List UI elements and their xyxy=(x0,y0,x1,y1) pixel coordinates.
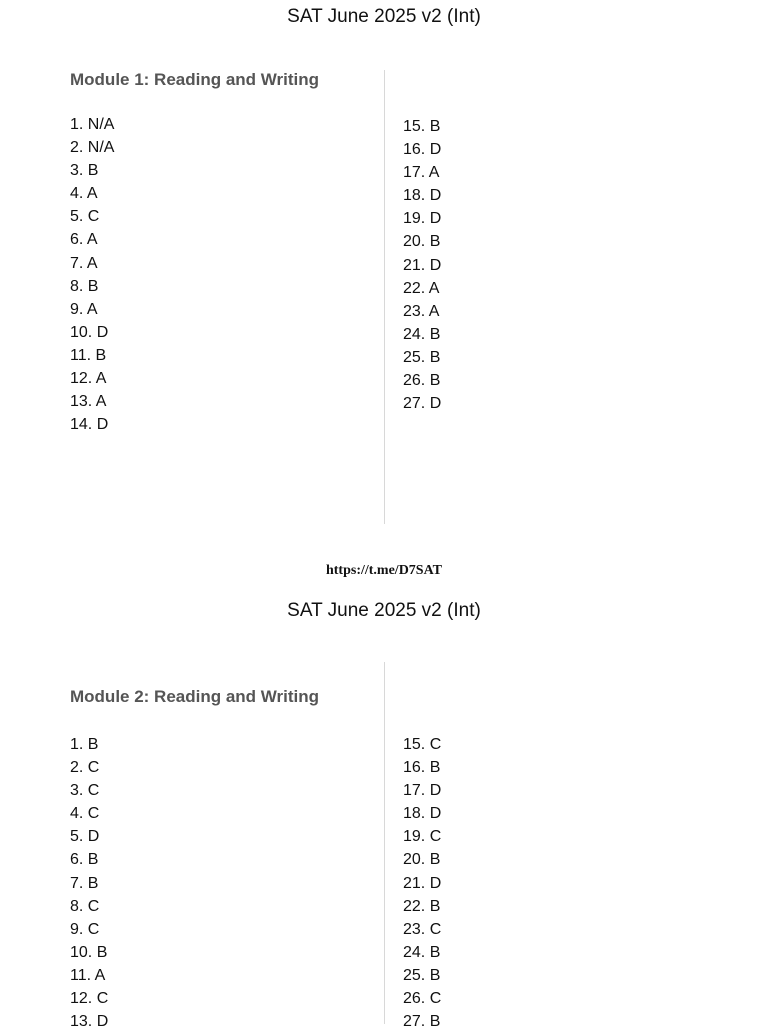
answer-item: 11. A xyxy=(70,966,106,984)
answer-item: 9. C xyxy=(70,920,100,938)
answer-item: 19. C xyxy=(403,828,442,846)
answer-item: 15. C xyxy=(403,736,442,753)
answer-item: 18. D xyxy=(403,187,442,205)
answer-item: 6. B xyxy=(70,851,99,869)
answer-item: 7. B xyxy=(70,874,99,892)
answer-item: 16. B xyxy=(403,759,441,777)
answer-item: 26. B xyxy=(403,372,441,390)
telegram-link[interactable]: https://t.me/D7SAT xyxy=(325,563,443,578)
module-heading: Module 2: Reading and Writing xyxy=(70,687,320,706)
column-divider xyxy=(384,70,385,524)
answer-item: 17. D xyxy=(403,782,442,800)
module-heading: Module 1: Reading and Writing xyxy=(70,70,320,89)
page-title: SAT June 2025 v2 (Int) xyxy=(287,600,481,621)
answer-item: 13. D xyxy=(70,1013,109,1031)
answer-item: 20. B xyxy=(403,851,441,869)
answer-item: 27. B xyxy=(403,1013,441,1031)
answer-item: 19. D xyxy=(403,210,442,228)
answer-item: 12. C xyxy=(70,990,109,1008)
answer-item: 8. B xyxy=(70,277,99,295)
answer-item: 10. D xyxy=(70,323,109,341)
answer-item: 25. B xyxy=(403,966,441,984)
answer-item: 3. C xyxy=(70,782,100,800)
answer-item: 11. B xyxy=(70,346,107,364)
answer-item: 18. D xyxy=(403,805,442,823)
answer-item: 2. C xyxy=(70,759,100,777)
answer-item: 2. N/A xyxy=(70,139,115,157)
answer-list-right xyxy=(403,115,441,415)
answer-item: 3. B xyxy=(70,162,99,180)
answer-item: 4. A xyxy=(70,185,98,203)
answer-item: 22. B xyxy=(403,897,441,915)
answer-item: 13. A xyxy=(70,393,107,411)
answer-item: 25. B xyxy=(403,348,441,366)
answer-list-left xyxy=(70,113,114,436)
answer-item: 21. D xyxy=(403,874,442,892)
answer-item: 17. A xyxy=(403,164,440,182)
answer-list-left xyxy=(70,733,108,1033)
answer-item: 4. C xyxy=(70,805,100,823)
column-divider xyxy=(384,662,385,1024)
answer-item: 10. B xyxy=(70,943,108,961)
answer-item: 15. B xyxy=(403,118,441,135)
answer-item: 24. B xyxy=(403,325,441,343)
answer-item: 1. N/A xyxy=(70,116,115,133)
answer-item: 21. D xyxy=(403,256,442,274)
page-title: SAT June 2025 v2 (Int) xyxy=(287,6,481,27)
answer-item: 6. A xyxy=(70,231,98,249)
answer-item: 7. A xyxy=(70,254,98,272)
answer-item: 5. D xyxy=(70,828,100,846)
answer-item: 27. D xyxy=(403,395,442,413)
answer-item: 23. A xyxy=(403,302,440,320)
answer-item: 23. C xyxy=(403,920,442,938)
answer-item: 9. A xyxy=(70,300,98,318)
answer-item: 1. B xyxy=(70,736,99,753)
answer-item: 20. B xyxy=(403,233,441,251)
answer-list-right xyxy=(403,733,441,1033)
answer-item: 14. D xyxy=(70,416,109,434)
answer-item: 8. C xyxy=(70,897,100,915)
answer-item: 12. A xyxy=(70,370,107,388)
answer-item: 22. A xyxy=(403,279,440,297)
answer-item: 16. D xyxy=(403,141,442,159)
answer-item: 5. C xyxy=(70,208,100,226)
answer-item: 24. B xyxy=(403,943,441,961)
answer-item: 26. C xyxy=(403,990,442,1008)
